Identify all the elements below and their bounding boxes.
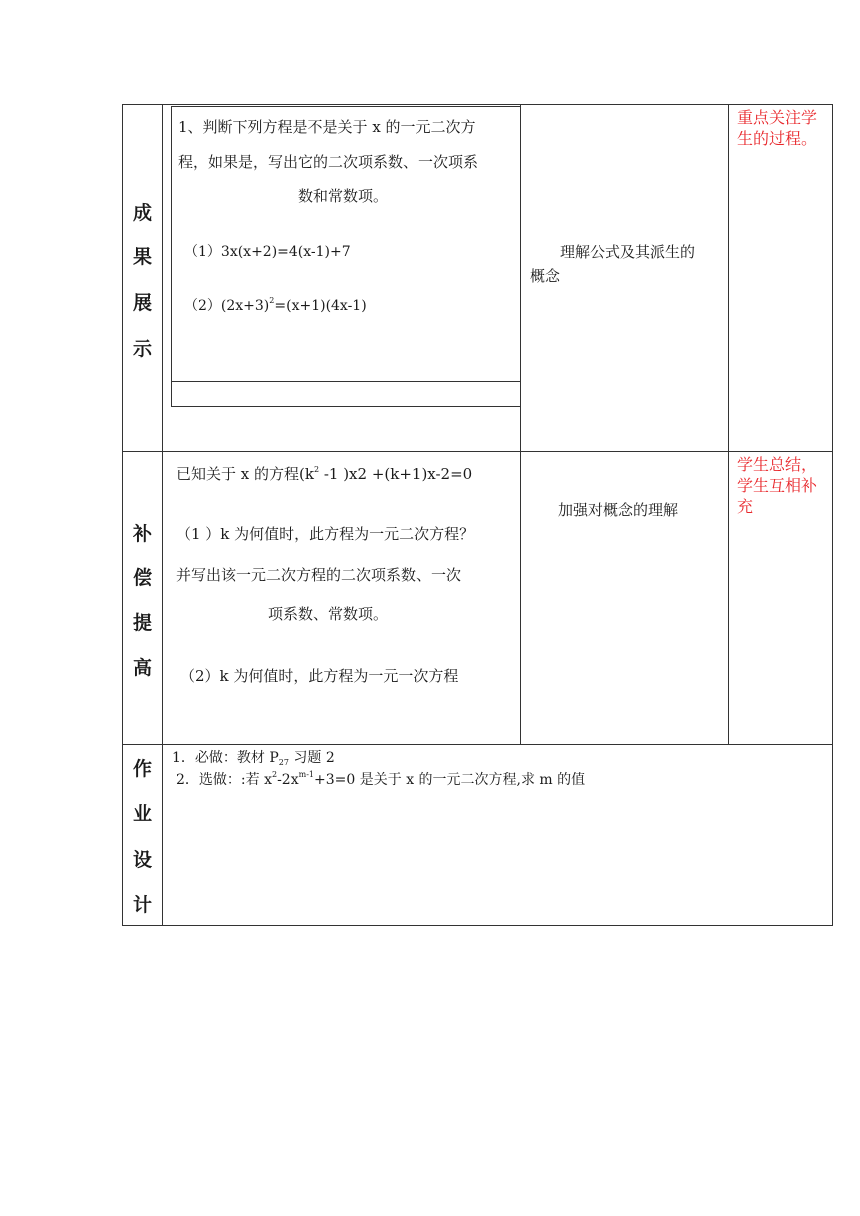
row1-header-char-4: 示: [133, 338, 153, 360]
row2-question-1-line-1: （1 ）k 为何值时，此方程为一元二次方程？: [176, 525, 475, 543]
row1-header-char-2: 果: [133, 246, 153, 268]
homework-optional: 2．选做：:若 $x^2-2x^{m-1}+3=0$ 是关于 x 的一元二次方程,求 m 的值: [176, 770, 586, 788]
row2-intent: 加强对概念的理解: [558, 501, 679, 519]
row2-question-2: （2）k 为何值时，此方程为一元一次方程: [180, 667, 459, 685]
row1-question-line-3: 数和常数项。: [298, 187, 389, 205]
intent-column-divider: [728, 104, 729, 745]
inner-box-left: [171, 106, 172, 407]
table-border-top: [122, 104, 833, 105]
row-divider-2: [122, 744, 833, 745]
row1-header-char-3: 展: [133, 292, 153, 314]
row2-question-1-line-3: 项系数、常数项。: [268, 605, 389, 623]
row1-intent-line-2: 概念: [530, 267, 561, 285]
homework-required: 1．必做：教材 $P_{27}$ 习题 2: [172, 750, 335, 767]
inner-box-divider: [171, 381, 520, 382]
content-column-divider: [520, 104, 521, 745]
row-divider-1: [122, 451, 833, 452]
row1-question-line-1: 1、判断下列方程是不是关于 x 的一元二次方: [178, 118, 476, 136]
row2-question-1-line-2: 并写出该一元二次方程的二次项系数、一次: [176, 566, 462, 584]
row1-equation-2: $(2)(2x+3)^2=(x+1)(4x-1)$: [184, 296, 367, 314]
row3-header-char-3: 设: [133, 849, 153, 871]
row2-header-char-4: 高: [133, 657, 153, 679]
table-border-left: [122, 104, 123, 926]
row2-header-char-2: 偿: [133, 567, 153, 589]
header-column-divider: [162, 104, 163, 926]
inner-box-top: [171, 106, 520, 107]
row1-equation-1: （1）3x(x+2)=4(x-1)+7: [184, 244, 351, 260]
table-border-right: [832, 104, 833, 926]
table-border-bottom: [122, 925, 833, 926]
row3-header-char-2: 业: [133, 803, 153, 825]
row2-header-char-3: 提: [133, 612, 153, 634]
row3-header-char-1: 作: [133, 758, 153, 780]
inner-box-bottom: [171, 406, 520, 407]
row2-header-char-1: 补: [133, 523, 153, 545]
row2-problem-statement: 已知关于 x 的方程($k^2$ -1 )x2 +(k+1)x-2=0: [176, 465, 473, 483]
row1-question-line-2: 程，如果是，写出它的二次项系数、一次项系: [178, 153, 479, 171]
row1-intent-line-1: 理解公式及其派生的: [560, 243, 696, 261]
row2-teacher-note: 学生总结，学生互相补充: [737, 455, 818, 516]
row3-header-char-4: 计: [133, 894, 153, 916]
row1-teacher-note: 重点关注学生的过程。: [737, 108, 818, 148]
row1-header-char-1: 成: [133, 202, 153, 224]
